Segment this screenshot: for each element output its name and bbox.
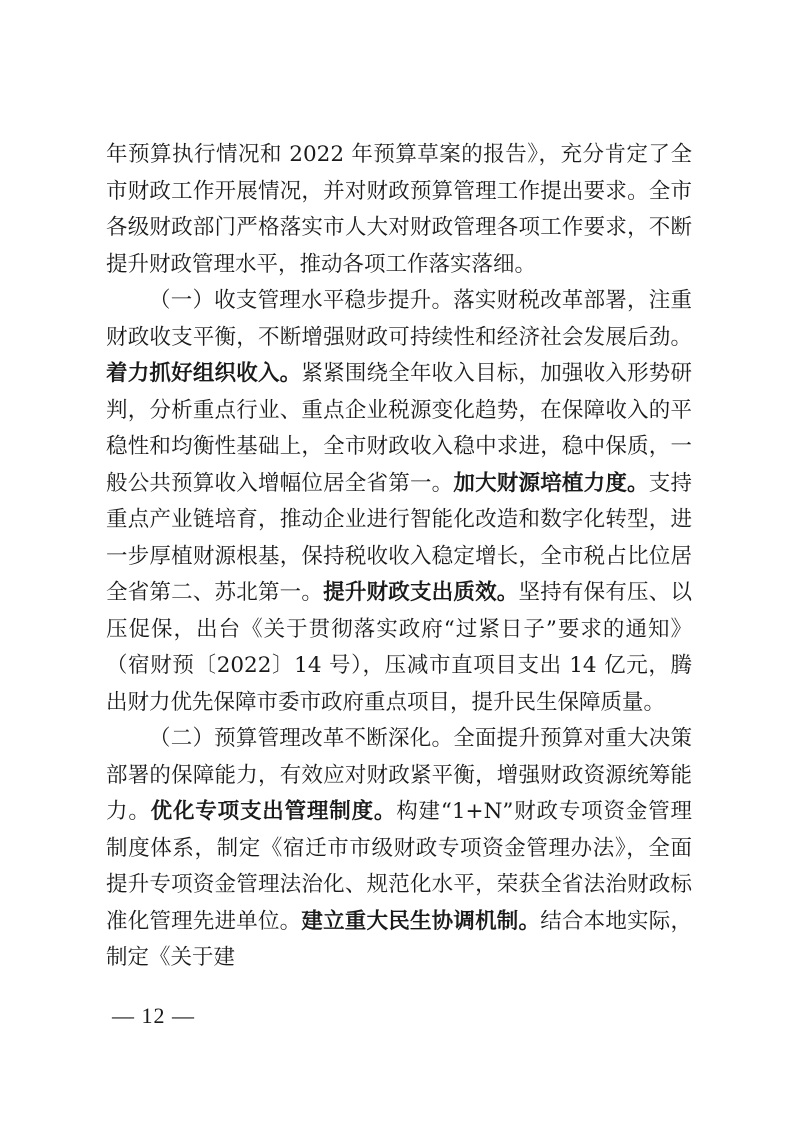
organize-revenue-text: 紧紧围绕全年收入目标，加强收入形势研判，分析重点行业、重点企业税源变化趋势，在保障收入的平稳性和均衡性基础上，全市财政收入稳中求进，稳中保质，一般公共预算收入增幅位居全省第一。 (106, 361, 692, 496)
bold-heading-organize-revenue: 着力抓好组织收入。 (106, 361, 302, 386)
page-number: — 12 — (112, 1003, 195, 1028)
section-two-intro: （二）预算管理改革不断深化。全面提升预算对重大决策部署的保障能力，有效应对财政紧平衡，增强财政资源统筹能力。 (106, 726, 692, 824)
spending-quality-text: 坚持有保有压、以压促保，出台《关于贯彻落实政府“过紧日子”要求的通知》（宿财预〔2022〕14 号），压减市直项目支出 14 亿元，腾出财力优先保障市委市政府重点项目，提升民生保障质量。 (106, 580, 692, 715)
paragraph-2 (106, 283, 692, 721)
section-one-intro: （一）收支管理水平稳步提升。落实财税改革部署，注重财政收支平衡，不断增强财政可持续性和经济社会发展后劲。 (106, 288, 692, 350)
cultivate-tax-sources-text: 支持重点产业链培育，推动企业进行智能化改造和数字化转型，进一步厚植财源根基，保持税收收入稳定增长，全市税占比位居全省第二、苏北第一。 (106, 470, 692, 605)
bold-heading-livelihood-mechanism: 建立重大民生协调机制。 (301, 908, 541, 934)
bold-heading-cultivate-tax-sources: 加大财源培植力度。 (453, 470, 649, 496)
document-body (106, 137, 692, 977)
paragraph-3 (106, 721, 692, 977)
paragraph-1-text: 年预算执行情况和 2022 年预算草案的报告》，充分肯定了全市财政工作开展情况，并对财政预算管理工作提出要求。全市各级财政部门严格落实市人大对财政管理各项工作要求，不断提升财政管理水平，推动各项工作落实落细。 (106, 142, 692, 277)
bold-heading-special-expenditure: 优化专项支出管理制度。 (150, 799, 397, 824)
livelihood-mechanism-text: 结合本地实际，制定《关于建 (106, 908, 692, 970)
bold-heading-spending-quality: 提升财政支出质效。 (323, 580, 519, 605)
special-expenditure-text: 构建“1+N”财政专项资金管理制度体系，制定《宿迁市市级财政专项资金管理办法》，全面提升专项资金管理法治化、规范化水平，荣获全省法治财政标准化管理先进单位。 (106, 799, 692, 934)
paragraph-1 (106, 137, 692, 283)
